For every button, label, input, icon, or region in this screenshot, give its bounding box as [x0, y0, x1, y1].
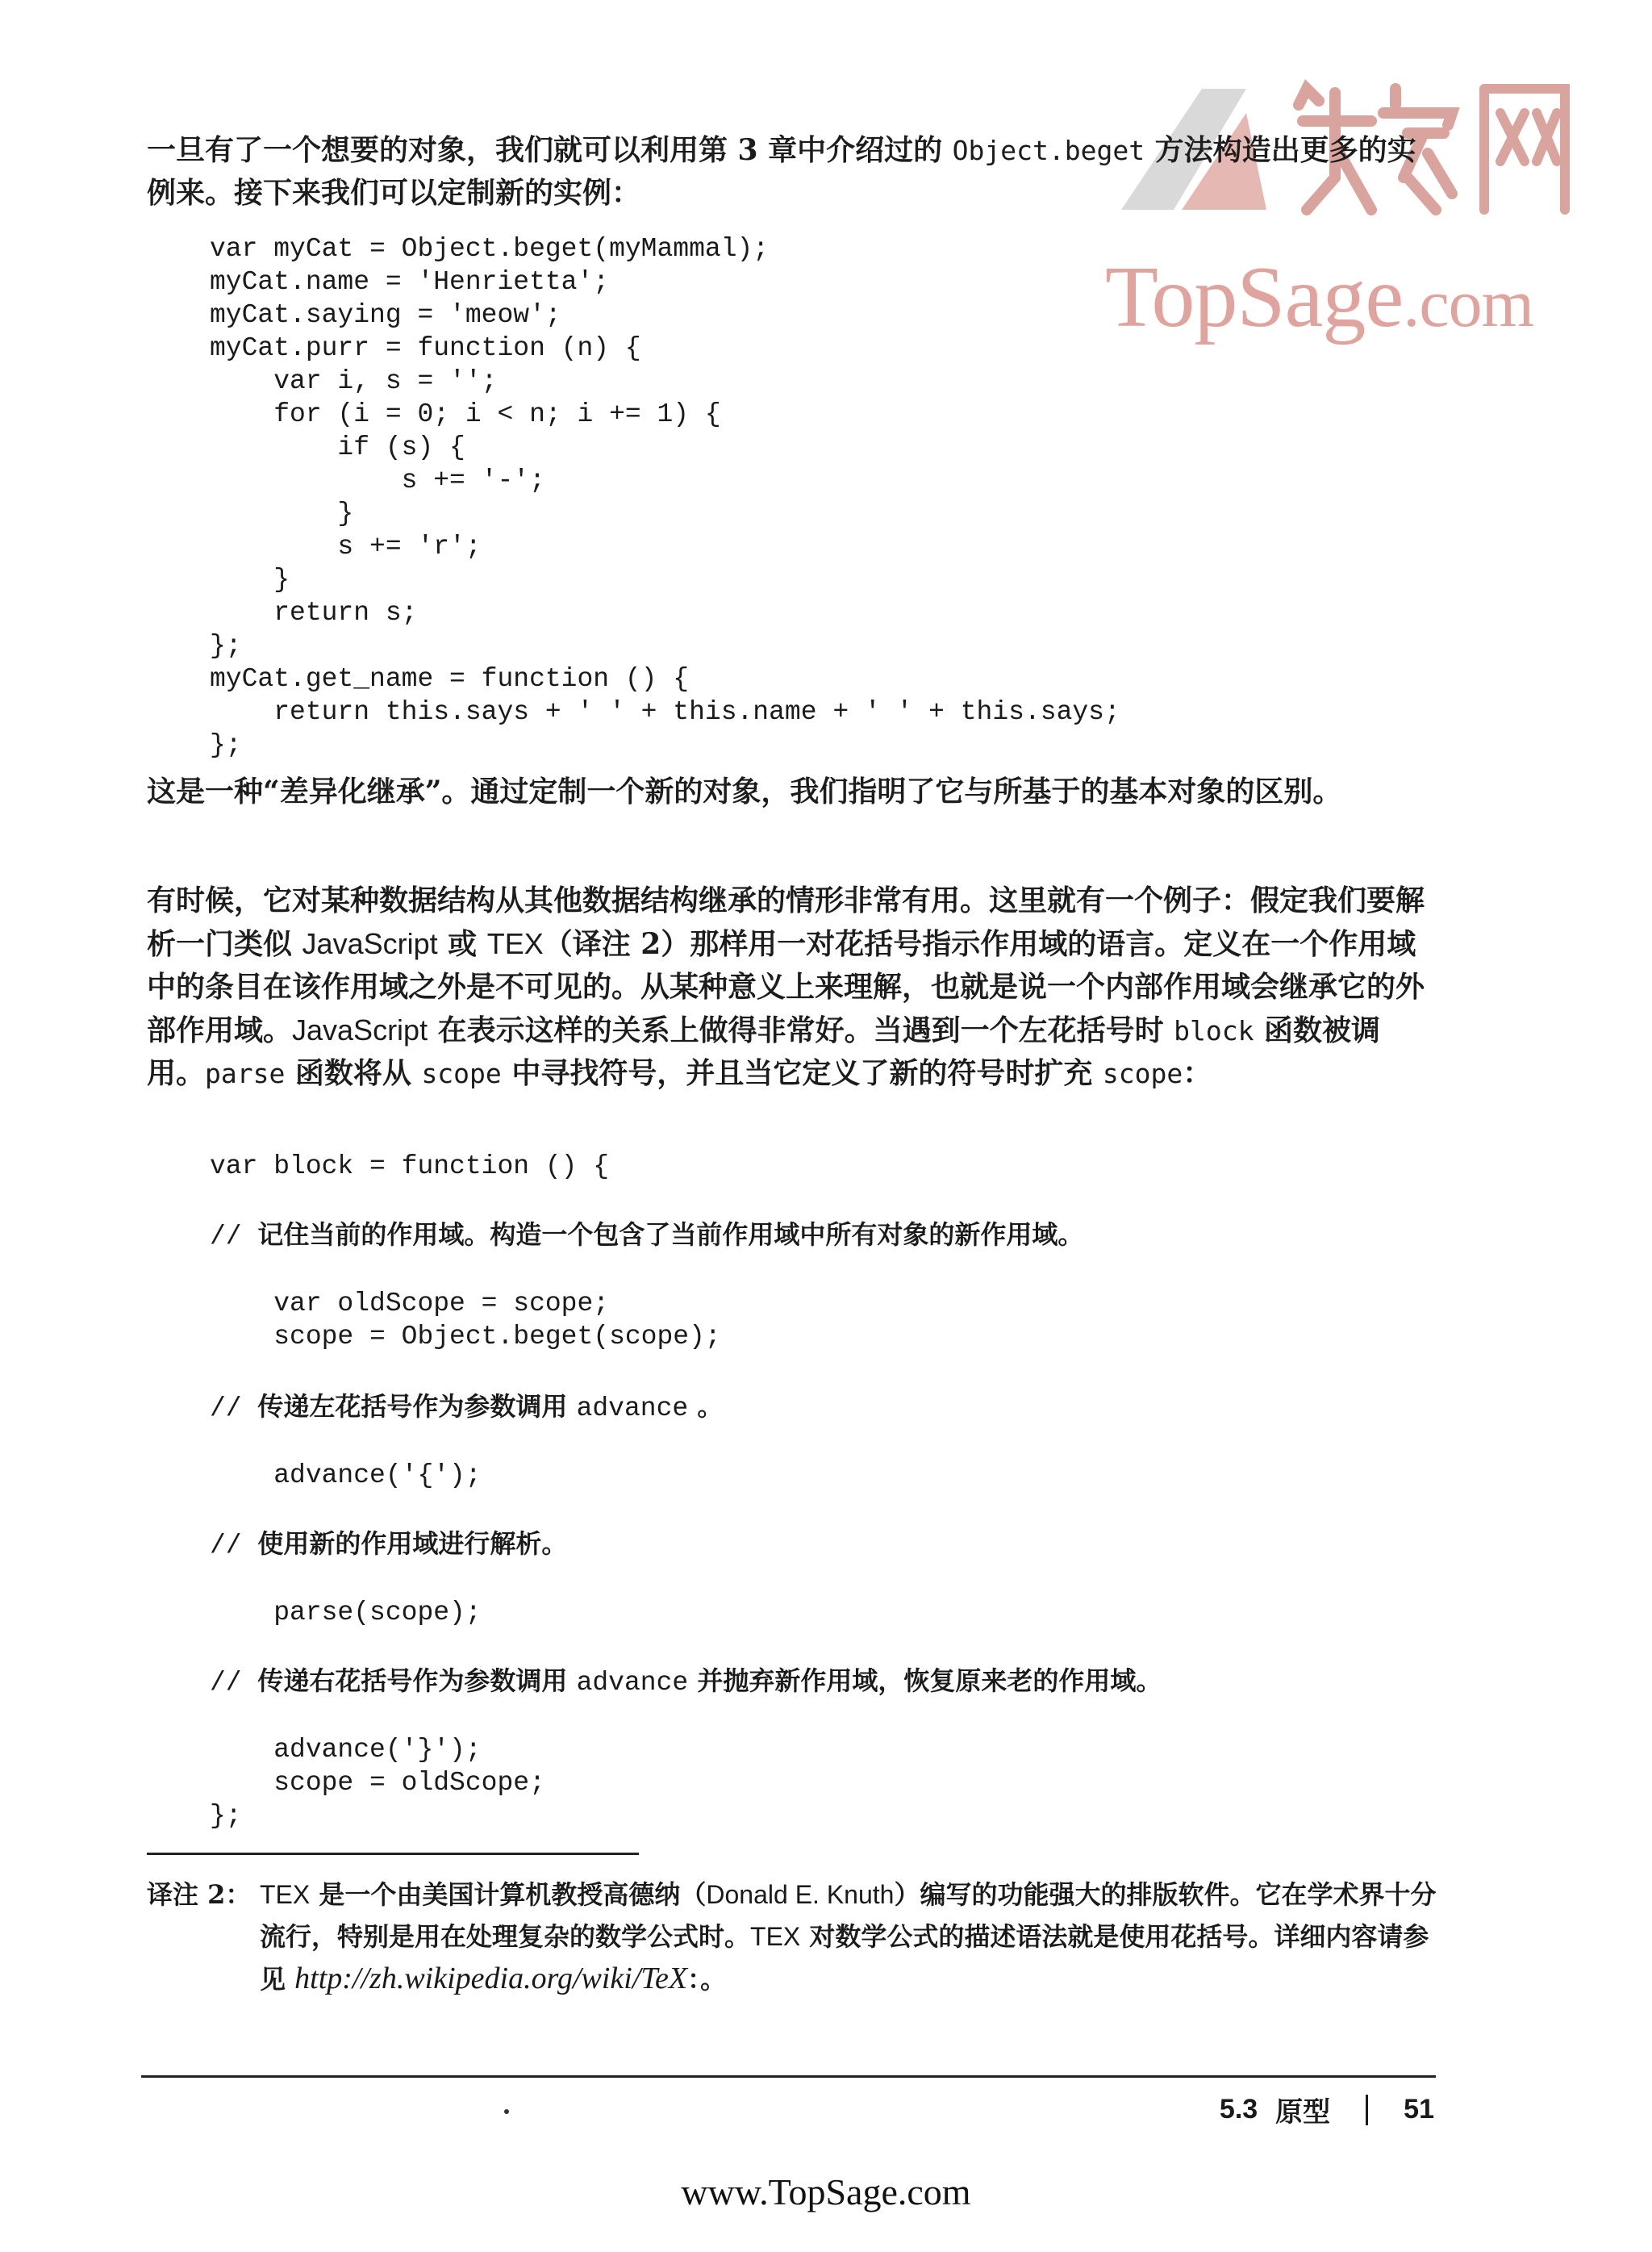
paragraph-differential-inheritance: 这是一种“差异化继承”。通过定制一个新的对象，我们指明了它与所基于的基本对象的区别。	[147, 775, 1342, 808]
section-number: 5.3	[1219, 2094, 1258, 2125]
footer-separator	[1366, 2095, 1368, 2125]
watermark-site-name: TopSage.com	[1105, 249, 1533, 345]
page-number: 51	[1404, 2094, 1434, 2125]
footnote-url-link[interactable]: http://zh.wikipedia.org/wiki/TeX	[294, 1962, 688, 1995]
code-lines-scope: var oldScope = scope; scope = Object.beget(scope);	[273, 1289, 721, 1352]
code-block-mycat: var myCat = Object.beget(myMammal); myCat.name = 'Henrietta'; myCat.saying = 'meow'; myCat.purr = function (n) { var i, s = ''; for (i = 0; i < n; i += 1) { if (s) { s += '-'; } s += 'r'; } return s; }; myCat.get_name = function () { return this.says + ' ' + this.name + ' ' + this.says; };	[210, 234, 1120, 760]
paragraph-scope-example: 有时候，它对某种数据结构从其他数据结构继承的情形非常有用。这里就有一个例子：假定我们要解析一门类似 JavaScript 或 TEX（译注 2）那样用一对花括号指示作用域的语言。定义在一个作用域中的条目在该作用域之外是不可见的。从某种意义上来理解，也就是说一个内部作用域会继承它的外部作用域。JavaScript 在表示这样的关系上做得非常好。当遇到一个左花括号时 block 函数被调用。parse 函数将从 scope 中寻找符号，并且当它定义了新的符号时扩充 scope：	[147, 884, 1425, 1090]
footer-divider	[141, 2075, 1436, 2078]
section-title: 原型	[1275, 2097, 1331, 2128]
code-line-parse: parse(scope);	[210, 1598, 482, 1627]
code-line-block: var block = function () {	[210, 1151, 610, 1181]
footnote-body: TEX 是一个由美国计算机教授高德纳（Donald E. Knuth）编写的功能强大的排版软件。它在学术界十分流行，特别是用在处理复杂的数学公式时。TEX 对数学公式的描述语法就是使用花括号。详细内容请参见 http://zh.wikipedia.org/wiki/TeX：。	[260, 1879, 1437, 1995]
code-comment-advance-right: // 传递右花括号作为参数调用 advance 并抛弃新作用域，恢复原来老的作用域。	[210, 1665, 1162, 1698]
site-url[interactable]: www.TopSage.com	[681, 2171, 971, 2212]
code-line-advance-left: advance('{');	[210, 1460, 482, 1490]
footnote-label: 译注 2：	[147, 1879, 252, 1910]
print-speck	[504, 2109, 509, 2114]
code-comment-parse: // 使用新的作用域进行解析。	[210, 1528, 568, 1561]
footnote-divider	[147, 1853, 639, 1855]
code-lines-end: advance('}'); scope = oldScope; };	[210, 1735, 545, 1831]
code-comment-remember-scope: // 记住当前的作用域。构造一个包含了当前作用域中所有对象的新作用域。	[210, 1219, 1084, 1251]
running-footer	[1220, 2090, 1434, 2129]
paragraph-intro: 一旦有了一个想要的对象，我们就可以利用第 3 章中介绍过的 Object.beget 方法构造出更多的实例来。接下来我们可以定制新的实例：	[147, 133, 1416, 210]
code-comment-advance-left: // 传递左花括号作为参数调用 advance 。	[210, 1391, 724, 1423]
